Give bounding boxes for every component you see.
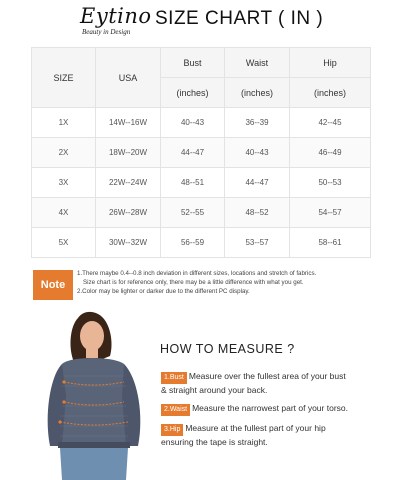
header-bust: Bust: [161, 48, 225, 78]
hip-instruction: Measure at the fullest part of your hip: [185, 423, 326, 433]
cell-hip: 46--49: [290, 138, 371, 168]
model-sweater: [58, 358, 130, 446]
cell-hip: 54--57: [290, 198, 371, 228]
bust-marker: [62, 380, 65, 383]
cell-waist: 44--47: [225, 168, 290, 198]
cell-bust: 44--47: [161, 138, 225, 168]
cell-hip: 42--45: [290, 108, 371, 138]
cell-bust: 52--55: [161, 198, 225, 228]
cell-bust: 56--59: [161, 228, 225, 258]
cell-usa: 18W--20W: [96, 138, 161, 168]
model-neck: [86, 348, 98, 358]
cell-waist: 53--57: [225, 228, 290, 258]
cell-waist: 36--39: [225, 108, 290, 138]
cell-usa: 26W--28W: [96, 198, 161, 228]
model-jeans: [60, 448, 128, 480]
waist-marker: [62, 400, 65, 403]
cell-size: 2X: [32, 138, 96, 168]
waist-tag: 2.Waist: [161, 404, 190, 416]
table-row: [32, 138, 371, 168]
bust-tag: 1.Bust: [161, 372, 187, 384]
header-usa: USA: [96, 48, 161, 108]
how-to-measure-title: HOW TO MEASURE ?: [160, 342, 295, 356]
model-face: [80, 321, 104, 351]
cell-size: 1X: [32, 108, 96, 138]
note-line-1: 1.There maybe 0.4--0.8 inch deviation in different sizes, locations and stretch of fabrics.: [77, 270, 317, 277]
bust-instruction-cont: & straight around your back.: [161, 385, 268, 395]
measure-bust: [161, 370, 346, 396]
cell-waist: 48--52: [225, 198, 290, 228]
table-row: [32, 108, 371, 138]
header-unit-waist: (inches): [225, 78, 290, 108]
brand-logo: Eytino: [80, 4, 152, 28]
bust-instruction: Measure over the fullest area of your bust: [188, 371, 346, 381]
cell-bust: 48--51: [161, 168, 225, 198]
note-line-2: 2.Color may be lighter or darker due to the different PC display.: [77, 288, 250, 295]
measure-hip: [161, 422, 326, 448]
cell-usa: 22W--24W: [96, 168, 161, 198]
cell-size: 3X: [32, 168, 96, 198]
header-hip: Hip: [290, 48, 371, 78]
cell-bust: 40--43: [161, 108, 225, 138]
header-size: SIZE: [32, 48, 96, 108]
note-text: [77, 269, 395, 296]
table-row: [32, 168, 371, 198]
table-row: [32, 228, 371, 258]
header-waist: Waist: [225, 48, 290, 78]
hip-marker: [58, 420, 61, 423]
cell-hip: 58--61: [290, 228, 371, 258]
hip-instruction-cont: ensuring the tape is straight.: [161, 437, 268, 447]
page-title: SIZE CHART ( IN ): [155, 8, 324, 29]
table-header-row: [32, 48, 371, 78]
model-illustration: [40, 306, 150, 480]
brand-tagline: Beauty in Design: [82, 28, 131, 36]
note-line-1b: Size chart is for reference only, there may be a little difference with what you get.: [83, 279, 304, 286]
cell-size: 5X: [32, 228, 96, 258]
note-badge: Note: [33, 270, 73, 300]
waist-instruction: Measure the narrowest part of your torso.: [192, 403, 348, 413]
cell-usa: 30W--32W: [96, 228, 161, 258]
measure-waist: [161, 402, 348, 416]
table-row: [32, 198, 371, 228]
model-hem: [58, 442, 130, 448]
cell-hip: 50--53: [290, 168, 371, 198]
size-chart-table: [31, 47, 371, 258]
cell-waist: 40--43: [225, 138, 290, 168]
cell-size: 4X: [32, 198, 96, 228]
header-unit-hip: (inches): [290, 78, 371, 108]
hip-tag: 3.Hip: [161, 424, 183, 436]
cell-usa: 14W--16W: [96, 108, 161, 138]
header-unit-bust: (inches): [161, 78, 225, 108]
